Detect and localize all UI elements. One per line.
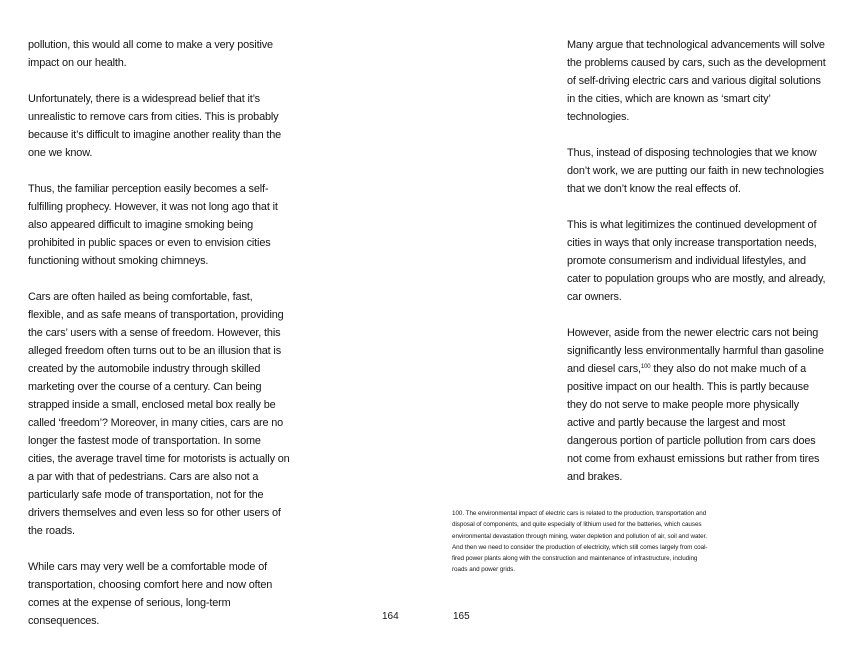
paragraph-with-footnote: [567, 324, 829, 486]
left-page-body: [28, 36, 290, 648]
paragraph: pollution, this would all come to make a very positive impact on our health.: [28, 39, 273, 69]
paragraph-text: However, aside from the newer electric cars not being significantly less environmentally harmful than gasoline and diesel cars,: [567, 327, 824, 375]
paragraph: Thus, instead of disposing technologies that we know don’t work, we are putting our faith in new technologies that we don’t know the real effects of.: [567, 147, 824, 195]
footnote-reference[interactable]: 100: [640, 364, 651, 370]
page-number-right: 165: [453, 611, 470, 622]
paragraph: Many argue that technological advancements will solve the problems caused by cars, such as the development of self-driving electric cars and various digital solutions in the cities, which are known as ‘smart city’ technologies.: [567, 39, 826, 123]
paragraph: While cars may very well be a comfortable mode of transportation, choosing comfort here and now often comes at the expense of serious, long-term consequences.: [28, 561, 273, 627]
paragraph: Thus, the familiar perception easily becomes a self-fulfilling prophecy. However, it was not long ago that it also appeared difficult to imagine smoking being prohibited in public spaces or even to envision cities functioning without smoking chimneys.: [28, 183, 278, 267]
right-page-body: [567, 36, 829, 504]
paragraph: Unfortunately, there is a widespread belief that it’s unrealistic to remove cars from cities. This is probably because it’s difficult to imagine another reality than the one we know.: [28, 93, 282, 159]
paragraph: This is what legitimizes the continued development of cities in ways that only increase transportation needs, promote consumerism and individual lifestyles, and cater to population groups who are mostly, and already, car owners.: [567, 219, 826, 303]
footnote: [452, 508, 714, 576]
page-number-left: 164: [382, 611, 399, 622]
paragraph: Cars are often hailed as being comfortable, fast, flexible, and as safe means of transportation, providing the cars’ users with a sense of freedom. However, this alleged freedom often turns out to be an illusion that is created by the automobile industry through skilled marketing over the course of a century. Can being strapped inside a small, enclosed metal box really be called ‘freedom’? Moreover, in many cities, cars are no longer the fastest mode of transportation. In some cities, the average travel time for motorists is actually on a par with that of pedestrians. Cars are also not a particularly safe mode of transportation, not for the drivers themselves and even less so for other users of the roads.: [28, 291, 290, 537]
paragraph-text: they also do not make much of a positive impact on our health. This is partly because they do not serve to make people more physically active and partly because the largest and most dangerous portion of particle pollution from cars does not come from exhaust emissions but rather from tires and brakes.: [567, 363, 820, 483]
footnote-text: 100. The environmental impact of electric cars is related to the production, transportation and disposal of components, and quite especially of lithium used for the batteries, which causes environmental devastation through mining, water depletion and pollution of air, soil and water. And then we need to consider the production of electricity, which still comes largely from coal-fired power plants along with the construction and maintenance of infrastructure, including roads and power grids.: [452, 510, 708, 574]
